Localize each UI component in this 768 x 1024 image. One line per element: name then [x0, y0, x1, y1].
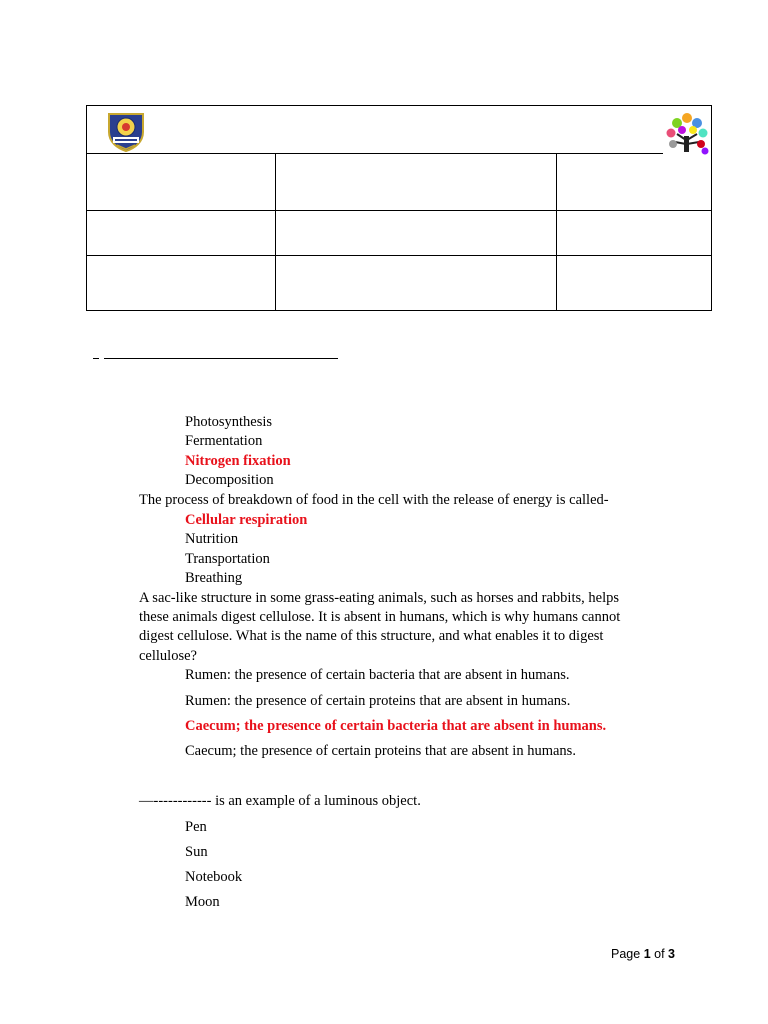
row-divider-2 — [87, 255, 711, 256]
option-text: Decomposition — [185, 472, 274, 488]
option-text: Rumen: the presence of certain proteins that are absent in humans. — [185, 693, 571, 709]
page-label: Page — [611, 947, 641, 961]
page-number — [611, 947, 675, 961]
question-stem: digest cellulose. What is the name of this structure, and what enables it to digest — [139, 628, 604, 644]
question-stem: —------------ is an example of a luminous object. — [139, 793, 421, 809]
option-text: Breathing — [185, 570, 243, 586]
blank-mark-short — [93, 358, 99, 359]
correct-option-text: Cellular respiration — [185, 512, 308, 528]
school-crest-logo-icon — [105, 110, 147, 152]
header-divider — [87, 153, 663, 154]
column-divider-2 — [556, 153, 557, 311]
column-divider-1 — [275, 153, 276, 311]
option-text: Fermentation — [185, 433, 263, 449]
question-stem: these animals digest cellulose. It is absent in humans, which is why humans cannot — [139, 609, 621, 625]
question-stem: A sac-like structure in some grass-eating animals, such as horses and rabbits, helps — [139, 590, 619, 606]
option-text: Rumen: the presence of certain bacteria that are absent in humans. — [185, 667, 570, 683]
option-text: Photosynthesis — [185, 414, 273, 430]
row-divider-1 — [87, 210, 711, 211]
option-text: Moon — [185, 894, 220, 910]
page-current: 1 — [643, 947, 651, 961]
option-text: Notebook — [185, 869, 243, 885]
knowledge-tree-logo-icon — [665, 110, 709, 156]
option-text: Transportation — [185, 551, 270, 567]
option-text: Sun — [185, 844, 208, 860]
header-logo-row — [87, 106, 711, 154]
page-of: of — [654, 947, 665, 961]
correct-option-text: Nitrogen fixation — [185, 453, 291, 469]
question-stem: cellulose? — [139, 648, 197, 664]
correct-option-text: Caecum; the presence of certain bacteria that are absent in humans. — [185, 718, 607, 734]
option-text: Caecum; the presence of certain proteins that are absent in humans. — [185, 743, 576, 759]
option-text: Nutrition — [185, 531, 239, 547]
header-table — [86, 105, 712, 311]
page-total: 3 — [668, 947, 675, 961]
question-stem: The process of breakdown of food in the cell with the release of energy is called- — [139, 492, 609, 508]
blank-line — [104, 358, 338, 359]
option-text: Pen — [185, 819, 207, 835]
